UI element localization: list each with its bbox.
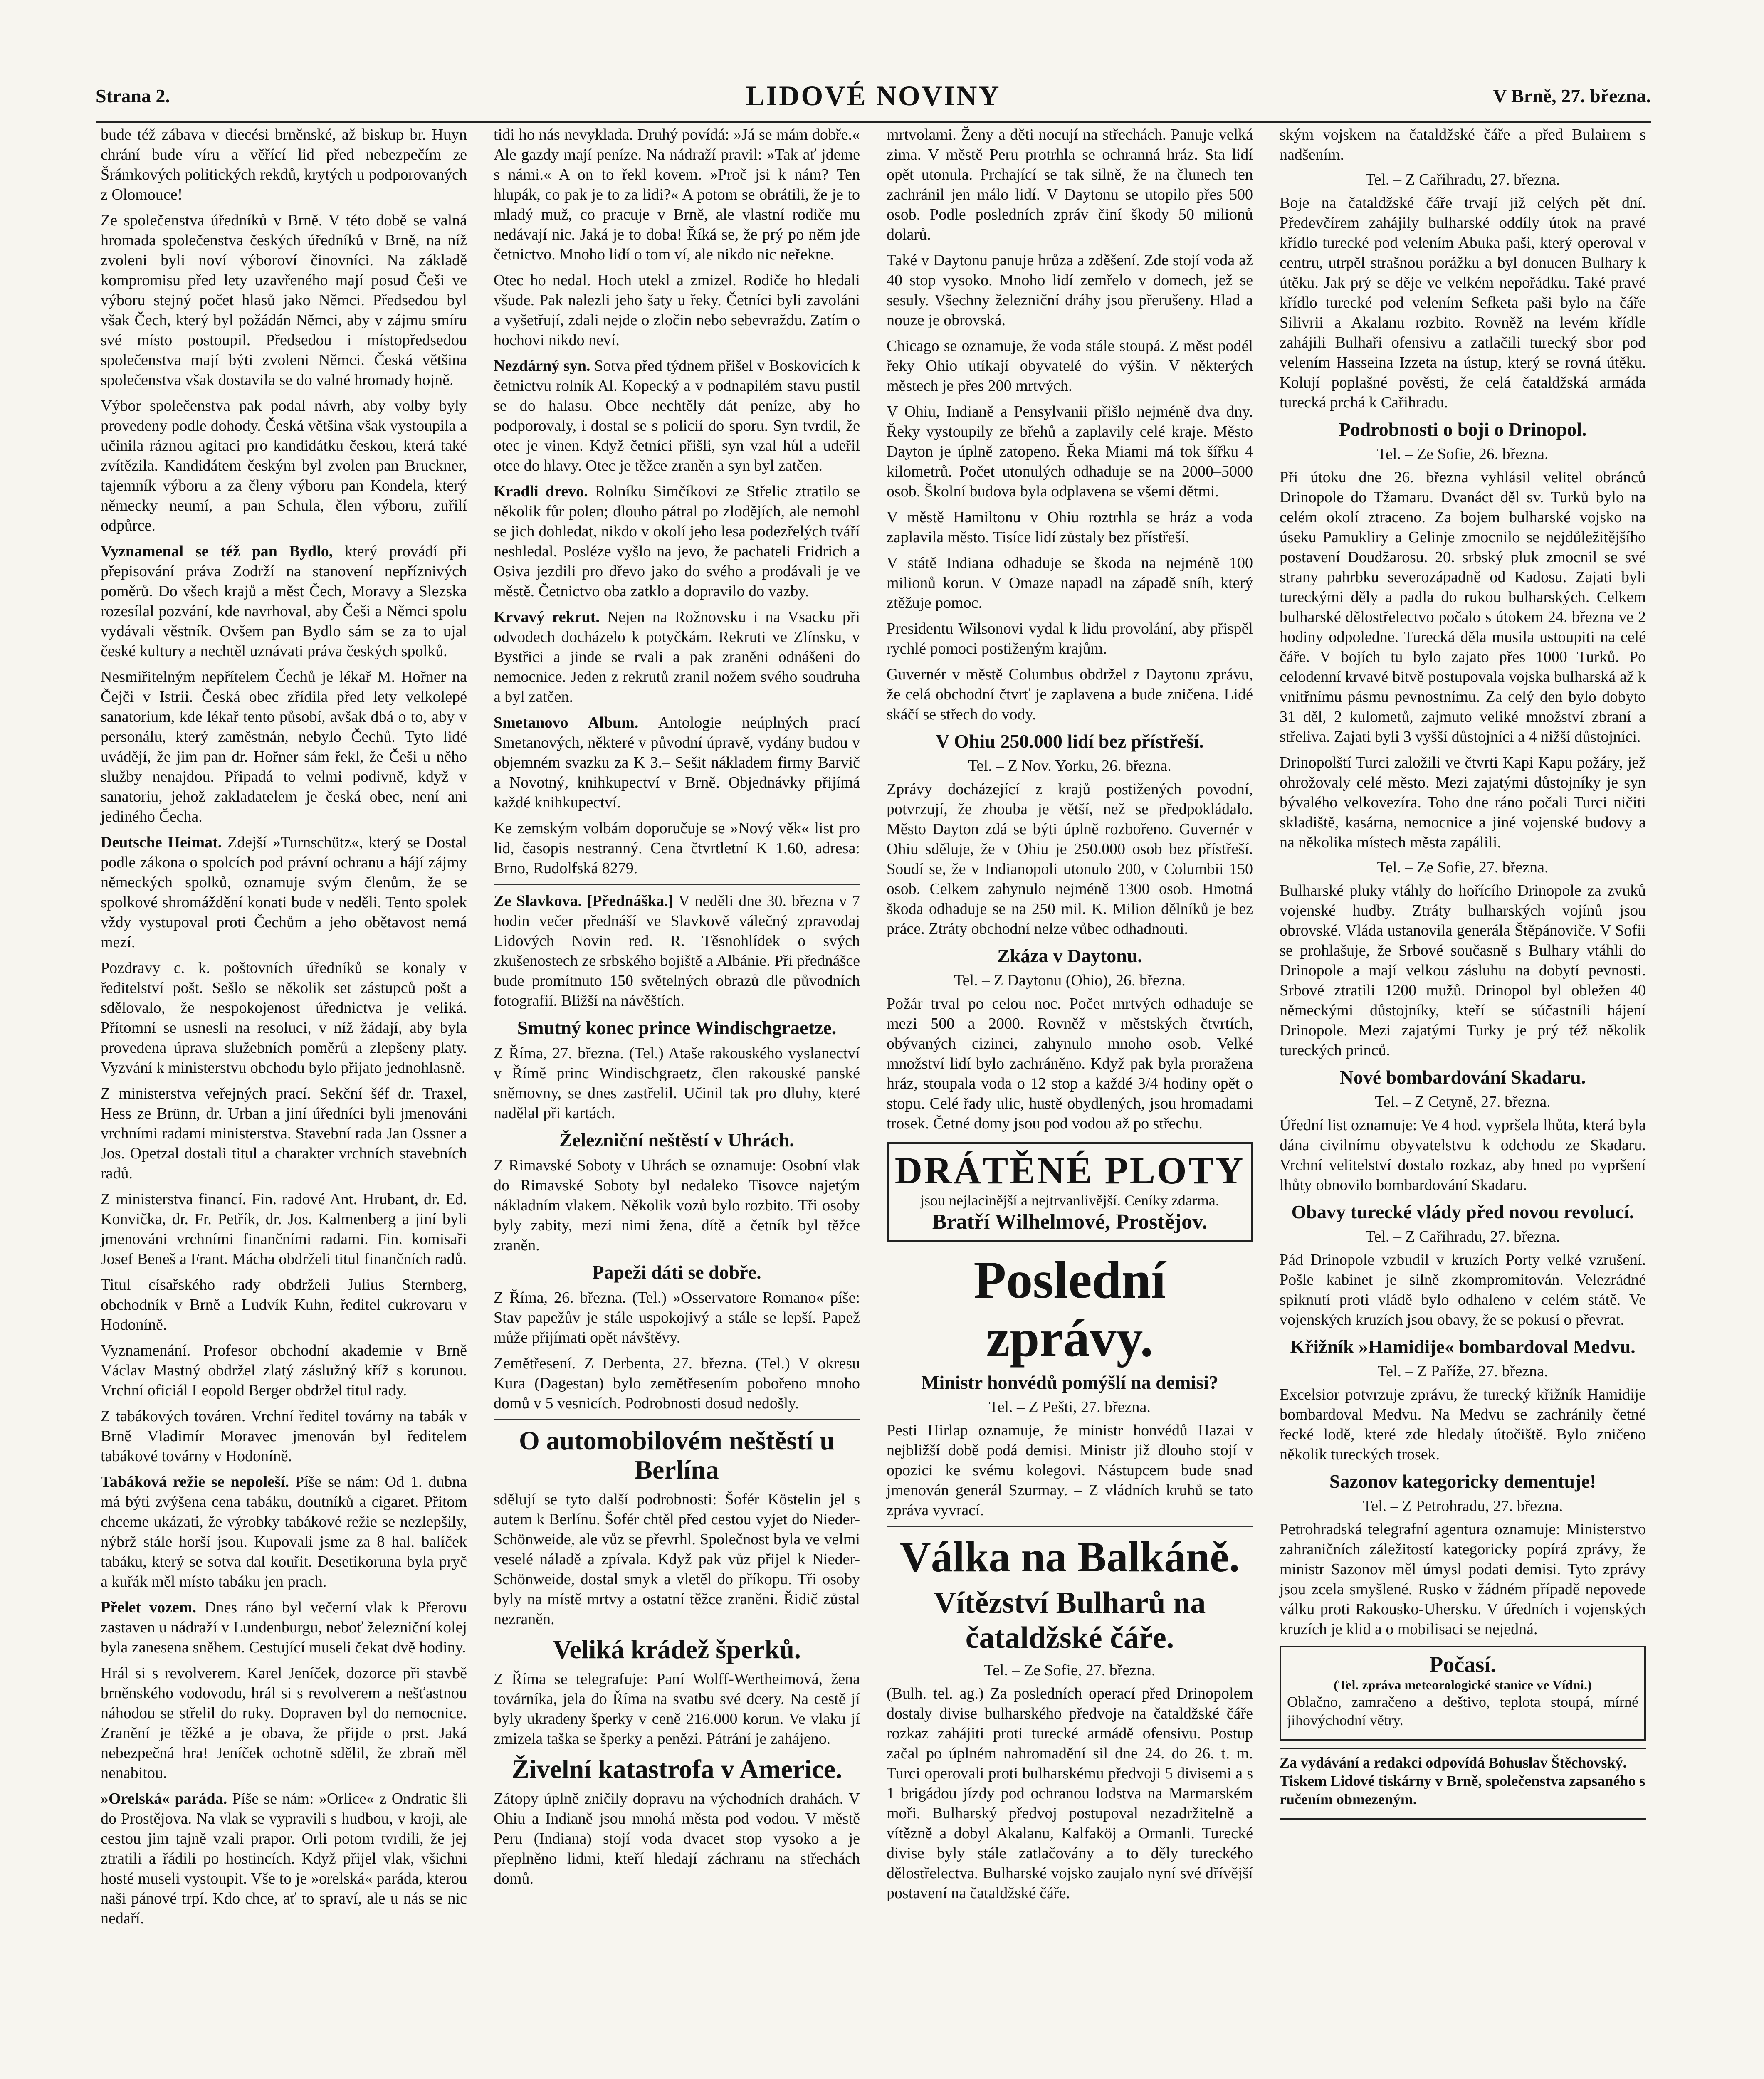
section-title: Poslední zprávy. — [973, 1250, 1166, 1368]
article-paragraph: ským vojskem na čataldžské čáře a před Bulairem s nadšením. — [1280, 126, 1646, 163]
article-heading: Ministr honvédů pomýšlí na demisi? — [921, 1372, 1218, 1393]
article-paragraph: V Ohiu, Indianě a Pensylvanii přišlo nejméně dva dny. Řeky vystoupily ze břehů a zaplavily celé kraje. Město Dayton je úplně zatopeno. Řeka Miami má tok šířku 4 kilometrů. Počet utonulých odhaduje se na 2000–5000 osob. Školní budova byla odplavena se všemi dětmi. — [887, 403, 1253, 500]
column-2 — [489, 125, 865, 2079]
paragraph-lead: Kradli drevo. — [494, 483, 588, 500]
article-paragraph: Otec ho nedal. Hoch utekl a zmizel. Rodiče ho hledali všude. Pak nalezli jeho šaty u řeky. Četníci byli zavoláni a vyšetřují, zdali nejde o zločin nebo sebevraždu. Zatím o hochovi nikdo neví. — [494, 272, 860, 349]
article-paragraph: Presidentu Wilsonovi vydal k lidu provolání, aby přispěl rychlé pomoci postiženým krajům. — [887, 620, 1253, 657]
paragraph-lead: Vyznamenal se též pan Bydlo, — [101, 543, 333, 560]
article-paragraph: Bulharské pluky vtáhly do hořícího Drinopole za zvuků vojenské hudby. Ztráty bulharských vojínů jsou obrovské. Vláda ustanovila generála Štěpánoviče. V Sofii se prohlašuje, že Srbové současně s Bulhary vtáhli do Drinopole a mají velkou zásluhu na dobytí pevnosti. Srbové ztratili 1200 mužů. Drinopol byl obležen 40 německými důstojníky, kteří se súčastnili hájení Drinopole. Mezi zajatými Turky je prý též několik tureckých princů. — [1280, 882, 1646, 1059]
dateline: Tel. – Z Cařihradu, 27. března. — [1366, 171, 1560, 188]
article-paragraph: Titul císařského rady obdrželi Julius Sternberg, obchodník v Brně a Ludvík Kuhn, ředitel cukrovaru v Hodoníně. — [101, 1276, 467, 1333]
article-paragraph: Zemětřesení. Z Derbenta, 27. března. (Tel.) V okresu Kura (Dagestan) bylo zemětřesením pobořeno mnoho domů v 5 vesnicích. Podrobnosti dosud nedošly. — [494, 1355, 860, 1412]
dateline: Tel. – Ze Sofie, 26. března. — [1377, 445, 1549, 463]
article-heading: Smutný konec prince Windischgraetze. — [517, 1017, 837, 1038]
column-rule — [494, 884, 860, 885]
article-paragraph: V městě Hamiltonu v Ohiu roztrhla se hráz a voda zaplavila město. Tisíce lidí zůstaly bez přístřeší. — [887, 509, 1253, 546]
article-paragraph: Požár trval po celou noc. Počet mrtvých odhaduje se mezi 500 a 2000. Rovněž v městských čtvrtích, obývaných cizinci, zahynulo mnoho osob. Velké množství lidí bylo zachráněno. Když pak byla proražena hráz, stoupala voda o 12 stop a každé 3/4 hodiny opět o stopu. Celé řady ulic, hustě obydlených, jsou hromadami trosek. Četné domy jsou pod vodou až po střechu. — [887, 995, 1253, 1132]
article-paragraph: Z Říma se telegrafuje: Paní Wolff-Wertheimová, žena továrníka, jela do Říma na svatbu své dcery. Na cestě jí byly ukradeny šperky v ceně 216.000 korun. Ve vlaku jí zmizela taška se šperky a penězi. Pátrání je zahájeno. — [494, 1670, 860, 1748]
article-paragraph: mrtvolami. Ženy a děti nocují na střechách. Panuje velká zima. V městě Peru protrhla se ochranná hráz. Sta lidí opět utonula. Prchající se tak silně, že na člunech ten zachránil jen málo lidí. V Daytonu se utopilo přes 500 osob. Podle posledních zpráv činí škody 50 milionů dolarů. — [887, 126, 1253, 243]
article-paragraph: Úřední list oznamuje: Ve 4 hod. vypršela lhůta, která byla dána civilnímu obyvatelstvu k odchodu ze Skadaru. Vrchní velitelství dostalo rozkaz, aby hned po vypršení lhůty obnovilo bombardování Skadaru. — [1280, 1116, 1646, 1194]
dateline: Tel. – Z Cetyně, 27. března. — [1375, 1093, 1551, 1111]
article-paragraph: Vyznamenání. Profesor obchodní akademie v Brně Václav Mastný obdržel zlatý záslužný kříž s korunou. Vrchní oficiál Leopold Berger obdržel titul rady. — [101, 1342, 467, 1399]
column-1 — [96, 125, 472, 2079]
article-paragraph: Z ministerstva veřejných prací. Sekční šéf dr. Traxel, Hess ze Brünn, dr. Urban a jiní úředníci byli jmenováni vrchními radami ministerstva. Stavební rada Jan Ossner a Jos. Opetzal dostali titul a charakter vrchních stavebních radů. — [101, 1085, 467, 1182]
section-title: Válka na Balkáně. — [899, 1533, 1240, 1581]
article-paragraph: Ke zemským volbám doporučuje se »Nový věk« list pro lid, časopis nestranný. Cena čtvrtletní K 1.60, adresa: Brno, Rudolfská 8279. — [494, 820, 860, 877]
paragraph-body: Zdejší »Turnschütz«, který se Dostal podle zákona o spolcích pod právní ochranu a hájí zájmy německých spolků, oznamuje svým členům, že se spolkové shromáždění konati bude v neděli. Tento spolek vždy vystupoval proti Čechům a jeho obětavost nemá mezí. — [101, 834, 467, 951]
imprint-box — [1280, 1748, 1646, 1820]
dateline: Tel. – Ze Sofie, 27. března. — [1377, 859, 1549, 876]
article-paragraph: Guvernér v městě Columbus obdržel z Daytonu zprávu, že celá obchodní čtvrť je zaplavena a bude zničena. Lidé skáčí se střech do vody. — [887, 666, 1253, 723]
issue-date: V Brně, 27. března. — [1493, 85, 1651, 106]
article-paragraph: Zprávy docházející z krajů postižených povodní, potvrzují, že zhouba je větší, než se předpokládalo. Město Dayton zdá se býti úplně rozbořeno. Guvernér v Ohiu sděluje, že v Ohiu je 250.000 osob bez přístřeší. Soudí se, že v Indianopoli utonulo 200, v Columbii 150 osob. Celkem zahynulo nejméně 1300 osob. Hmotná škoda odhaduje se na 250 mil. K. Milion dělníků je bez práce. Ztráty obchodní nelze vůbec odhadnouti. — [887, 780, 1253, 938]
paragraph-lead: »Orelská« paráda. — [101, 1790, 227, 1807]
article-paragraph: Zátopy úplně zničily dopravu na východních drahách. V Ohiu a Indianě jsou mnohá města pod vodou. V městě Peru (Indiana) stojí voda dvacet stop vysoko a je přeplněno lidmi, kteří hledají záchranu na střechách domů. — [494, 1790, 860, 1887]
paragraph-body: Sotva před týdnem přišel v Boskovicích k četnictvu rolník Al. Kopecký a v podnapilém stavu pustil se do halasu. Obce nechtěly dát peníze, aby ho podporovaly, i dostal se s policií do sporu. Syn tvrdil, že otec je vinen. Když četníci přišli, syn vzal hůl a udeřil otce do hlavy. Otec je těžce zraněn a syn byl zatčen. — [494, 357, 860, 474]
paragraph-lead: Tabáková režie se nepoleší. — [101, 1473, 289, 1491]
article-paragraph: sdělují se tyto další podrobnosti: Šofér Köstelin jel s autem k Berlínu. Šofér chtěl před cestou vyjet do Nieder-Schönweide, ale vůz se převrhl. Společnost byla ve velmi veselé náladě a zpívala. Když pak vůz přijel k Nieder-Schönweide, dostal smyk a vletěl do příkopu. Tři osoby byly na místě mrtvy a ostatní těžce zraněni. Řidič zůstal nezraněn. — [494, 1491, 860, 1628]
text-columns — [96, 125, 1651, 2079]
paragraph-body: Píše se nám: »Orlice« z Ondratic šli do Prostějova. Na vlak se vypravili s hudbou, v kroji, ale cestou jim tajně vzali prapor. Orli potom tvrdili, že jej ztratili a řádili po hostincích. Když přijel vlak, všichni hosté museli vystoupit. Vše to je »orelská« paráda, kterou naši pánové trpí. Kdo chce, ať to spraví, ale u nás se nic nedaří. — [101, 1790, 467, 1927]
paragraph-body: Píše se nám: Od 1. dubna má býti zvýšena cena tabáku, doutníků a cigaret. Přitom chceme ukázati, že výrobky tabákové režie se nezlepšily, nýbrž stále horší jsou. Kupovali jsme za 8 hal. balíček tabáku, který se sotva dal kouřit. Desetikoruna byla pryč a kuřák měl místo tabáku jen prach. — [101, 1473, 467, 1590]
article-heading: Živelní katastrofa v Americe. — [511, 1754, 842, 1784]
paragraph-body: který provádí při přepisování práva Zodrží na stanovení nepříznivých poměrů. Do všech krajů a měst Čech, Moravy a Slezska rozesílal pozvání, kde navrhoval, aby Češi a Němci spolu vydávali věstník. Ovšem pan Bydlo sám se za to ujal české kultury a nechtěl uznávati práva českých spolků. — [101, 543, 467, 660]
article-paragraph: Z Říma, 27. března. (Tel.) Ataše rakouského vyslanectví v Římě princ Windischgraetz, člen rakouské panské sněmovny, se dnes zastřelil. Učinil tak pro dluhy, které nadělal při kartách. — [494, 1044, 860, 1122]
article-paragraph — [101, 1472, 467, 1592]
imprint-text: Za vydávání a redakci odpovídá Bohuslav Štěchovský. Tiskem Lidové tiskárny v Brně, společenstva zapsaného s ručením obmezeným. — [1280, 1754, 1645, 1807]
article-paragraph — [101, 832, 467, 952]
article-paragraph — [101, 1789, 467, 1928]
article-heading: Obavy turecké vlády před novou revolucí. — [1291, 1201, 1634, 1222]
article-paragraph — [494, 607, 860, 707]
ad-title: DRÁTĚNÉ PLOTY — [894, 1149, 1245, 1192]
article-paragraph: V státě Indiana odhaduje se škoda na nejméně 100 milionů korun. V Omaze napadl na západě sníh, který ztěžuje pomoc. — [887, 554, 1253, 612]
article-heading: Vítězství Bulharů na čataldžské čáře. — [934, 1586, 1206, 1655]
paragraph-lead: Ze Slavkova. [Přednáška.] — [494, 892, 674, 910]
article-paragraph — [494, 356, 860, 476]
article-heading: Sazonov kategoricky dementuje! — [1329, 1471, 1596, 1492]
weather-title: Počasí. — [1429, 1652, 1496, 1677]
weather-text: Oblačno, zamračeno a deštivo, teplota stoupá, mírné jihovýchodní větry. — [1287, 1694, 1638, 1728]
article-heading: V Ohiu 250.000 lidí bez přístřeší. — [936, 731, 1204, 752]
article-heading: Papeži dáti se dobře. — [592, 1262, 761, 1283]
article-heading: Železniční neštěstí v Uhrách. — [559, 1129, 794, 1151]
article-paragraph — [494, 891, 860, 1011]
article-heading: Podrobnosti o boji o Drinopol. — [1339, 419, 1587, 440]
masthead-title: LIDOVÉ NOVINY — [746, 79, 1001, 111]
page-header — [96, 71, 1651, 123]
article-paragraph: Drinopolští Turci založili ve čtvrti Kapi Kapu požáry, jež ohrožovaly celé město. Mezi zajatými důstojníky je syn bývalého velkovezíra. Toho dne ráno počali Turci ničiti skladiště, kasárna, nemocnice a jiné vojenské budovy a na několika místech města zapálili. — [1280, 754, 1646, 851]
ad-firm: Bratří Wilhelmové, Prostějov. — [932, 1210, 1208, 1234]
article-paragraph: Pád Drinopole vzbudil v kruzích Porty velké vzrušení. Pošle kabinet je silně zkompromitován. Velezrádné spiknutí proti vládě bylo odhaleno v celém státě. Ve vojenských kruzích jsou obavy, že se pokusí o převrat. — [1280, 1251, 1646, 1328]
article-paragraph — [101, 1598, 467, 1657]
article-paragraph: bude též zábava v diecési brněnské, až biskup br. Huyn chrání bude víru a věřící lid před nebezpečím ze Šrámkových politických rekdů, krytých u podporovaných z Olomouce! — [101, 126, 467, 203]
article-heading: O automobilovém neštěstí u Berlína — [519, 1426, 835, 1484]
article-paragraph — [101, 541, 467, 661]
article-heading: Veliká krádež šperků. — [553, 1635, 801, 1664]
paragraph-lead: Deutsche Heimat. — [101, 834, 222, 851]
column-rule — [494, 1419, 860, 1420]
dateline: Tel. – Z Cařihradu, 27. března. — [1366, 1228, 1560, 1245]
article-paragraph: Excelsior potvrzuje zprávu, že turecký křižník Hamidije bombardoval Medvu. Na Medvu se zachránily četné řecké lodě, které zde hledaly útočiště. Bylo zničeno několik tureckých trosek. — [1280, 1386, 1646, 1463]
article-paragraph: (Bulh. tel. ag.) Za posledních operací před Drinopolem dostaly divise bulharského předvoje na čataldžské čáře rozkaz zahájiti proti turecké armádě ofensivu. Postup začal po úplném nahromadění sil dne 24. do 26. t. m. Turci operovali proti bulharskému předvoji 5 divisemi a s 1 brigádou jízdy pod ochranou lodstva na Marmarském moři. Bulharský předvoj postupoval nezadržitelně a vítězně a dobyl Akalanu, Kalfaköj a Ormanli. Turecké divise byly stále zatlačovány a to děly tureckého dělostřelectva. Bulharské vojsko zaujalo nyní své dřívější postavení na čataldžské čáře. — [887, 1685, 1253, 1902]
paragraph-body: Dnes ráno byl večerní vlak k Přerovu zastaven u nádraží v Lundenburgu, neboť železniční kolej byla zanesena sněhem. Cestující museli čekat dvě hodiny. — [101, 1599, 467, 1656]
paragraph-lead: Nezdárný syn. — [494, 357, 590, 375]
article-paragraph: Boje na čataldžské čáře trvají již celých pět dní. Předevčírem zahájily bulharské oddíly útok na pravé křídlo turecké pod velením Abuka paši, který operoval v centru, utrpěl strašnou porážku a byl donucen Bulhary k útěku. Jak prý se děje ve velkém nepořádku. Také pravé křídlo turecké pod velením Sefketa paši bylo na čáře Silivrii a Akalanu rozbito. Rovněž na levém křídle zahájili Bulhaři ofensivu a zatlačili turecký sbor pod velením Hasseina Izzeta na ústup, který se rovná útěku. Kolují poplašné pověsti, že celá čataldžská armáda turecká prchá k Cařihradu. — [1280, 194, 1646, 411]
article-paragraph: Z tabákových továren. Vrchní ředitel továrny na tabák v Brně Vladimír Moravec jmenován byl ředitelem tabákové továrny v Hodoníně. — [101, 1407, 467, 1465]
advertisement-box — [887, 1142, 1253, 1242]
article-paragraph: Z ministerstva financí. Fin. radové Ant. Hrubant, dr. Ed. Konvička, dr. Fr. Petřík, dr. Jos. Kalmenberg a jiní byli jmenováni vrchními finančními radami. Fin. komisaři Josef Beneš a Frant. Mácha obdrželi titul finančních radů. — [101, 1190, 467, 1268]
article-heading: Nové bombardování Skadaru. — [1339, 1067, 1586, 1088]
article-heading: Zkáza v Daytonu. — [997, 945, 1142, 966]
page-number: Strana 2. — [96, 85, 170, 106]
article-paragraph: Také v Daytonu panuje hrůza a zděšení. Zde stojí voda až 40 stop vysoko. Mnoho lidí zemřelo v domech, jež se sesuly. Všechny železniční dráhy jsou přerušeny. Hlad a nouze je obrovská. — [887, 252, 1253, 329]
article-paragraph: Chicago se oznamuje, že voda stále stoupá. Z měst podél řeky Ohio utíkají obyvatelé do výšin. V některých městech je přes 200 mrtvých. — [887, 337, 1253, 395]
dateline: Tel. – Z Pešti, 27. března. — [989, 1398, 1151, 1416]
article-paragraph: Z Říma, 26. března. (Tel.) »Osservatore Romano« píše: Stav papežův je stále uspokojivý a stále se lepší. Papež může přijímati opět návštěvy. — [494, 1289, 860, 1346]
article-paragraph: Výbor společenstva pak podal návrh, aby volby byly provedeny podle dohody. Česká většina však vystoupila a učinila ráznou agitaci pro kandidátku českou, která také zvítězila. Kandidátem českým byl zvolen pan Bruckner, tajemník výboru a za členy výboru pan Kondela, který německy neumí, a pan Schula, člen výboru, zuřilí odpůrce. — [101, 397, 467, 534]
article-heading: Křižník »Hamidije« bombardoval Medvu. — [1290, 1336, 1636, 1357]
article-paragraph: Z Rimavské Soboty v Uhrách se oznamuje: Osobní vlak do Rimavské Soboty byl nedaleko Tisovce najetým nákladním vlakem. Několik vozů bylo rozbito. Tři osoby byly zabity, mezi nimi žena, dítě a četník byl těžce zraněn. — [494, 1157, 860, 1254]
column-rule — [887, 1526, 1253, 1527]
column-3 — [882, 125, 1258, 2079]
dateline: Tel. – Z Daytonu (Ohio), 26. března. — [954, 972, 1186, 989]
paragraph-body: V neděli dne 30. března v 7 hodin večer přednáší ve Slavkově válečný zpravodaj Lidových Novin red. R. Těsnohlídek o svých zkušenostech ze srbského bojiště a Albánie. Při přednášce bude promítnuto 150 světelných obrazů dle původních fotografií. Bližší na návěštích. — [494, 892, 860, 1010]
paragraph-lead: Krvavý rekrut. — [494, 608, 600, 626]
article-paragraph: tidi ho nás nevyklada. Druhý povídá: »Já se mám dobře.« Ale gazdy mají peníze. Na nádraží pravil: »Tak ať jdeme s námi.« A on to řekl kovem. »Proč jsi k nám? Ten hlupák, co pak je to za lidi?« A potom se obrátili, že je to mladý muž, co pracuje v Brně, ale vlastní rodiče mu nedávají nic. Jaká je to doba! Říká se, že prý po něm jde četnictvo. Mnoho lidí o tom ví, ale nikdo nic neřekne. — [494, 126, 860, 263]
ad-subtitle: jsou nejlacinější a nejtrvanlivější. Ceníky zdarma. — [920, 1192, 1219, 1209]
paragraph-body: Antologie neúplných prací Smetanových, některé v původní úpravě, vydány budou v objemném svazku za K 3.– Sešit nákladem firmy Barvič a Novotný, knihkupectví v Brně. Objednávky přijímá každé knihkupectví. — [494, 714, 860, 811]
dateline: Tel. – Z Paříže, 27. března. — [1377, 1363, 1548, 1380]
article-paragraph: Při útoku dne 26. března vyhlásil velitel obránců Drinopole do Tžamaru. Dvanáct děl sv. Turků bylo na celém okolí ztraceno. Za bojem bulharské vojsko na úseku Pamukliry a Gelinje zmocnilo se nejdůležitějšího postavení Doudžarosu. 20. srbský pluk zmocnil se své strany pahrbku severozápadně od Kadosu. Zajati byli tureckými děly a padla do rukou bulharských. Celkem bulharské dělostřelectvo počalo s útokem 24. března ve 2 hodiny odpoledne. Turecká děla musila ustoupiti na celé čáře. V bojích tu bylo zajato přes 1000 Turků. Po celodenní krvavé bitvě postupovala vojska bulharská až k vnitřnímu pásmu pevnostnímu. Za celý den bylo dobyto 31 děl, 2 kulometů, zajmuto veliké množství zbraní a střeliva. Zajati byli 3 vyšší důstojníci a 4 nižší důstojníci. — [1280, 469, 1646, 746]
article-paragraph: Hrál si s revolverem. Karel Jeníček, dozorce při stavbě brněnského vodovodu, hrál si s revolverem a nešťastnou náhodou se střelil do ruky. Dopraven byl do nemocnice. Zranění je těžké a je obava, že přijde o prst. Jaká nebezpečná hra! Jeníček ochotně sdělil, že zbraň měl nenabitou. — [101, 1664, 467, 1782]
dateline: Tel. – Ze Sofie, 27. března. — [984, 1662, 1156, 1679]
article-paragraph — [494, 713, 860, 812]
article-paragraph: Pesti Hirlap oznamuje, že ministr honvédů Hazai v nejbližší době podá demisi. Ministr již dlouho stojí v opozici ke svému kolegovi. Nástupcem bude snad jmenován generál Szurmay. – Z vládních kruhů se tato zpráva vyvrací. — [887, 1422, 1253, 1519]
article-paragraph — [494, 481, 860, 601]
weather-source: (Tel. zpráva meteorologické stanice ve Vídni.) — [1334, 1677, 1592, 1692]
article-paragraph: Nesmiřitelným nepřítelem Čechů je lékař M. Hořner na Čejči v Istrii. Česká obec zřídila před lety velkolepé sanatorium, kde lékař tento působí, avšak dbá o to, aby v personálu, který zaměstnán, nebylo Čechů. Tyto lidé uvádějí, že jim pan dr. Hořner sám řekl, že Češi u něho služby nenajdou. Připadá to velmi podivně, když v sanatoriu, jehož zakladatelem je česká obec, není ani jediného Čecha. — [101, 668, 467, 825]
paragraph-body: Rolníku Simčíkovi ze Střelic ztratilo se několik fůr polen; dlouho pátral po zlodějích, ale nemohl se jich dohledat, nikdo v okolí jeho lesa podezřelých tváří neshledal. Posléze vyšlo na jevo, že pachateli Fridrich a Osiva jezdili pro dřevo jako do svého a prodávali je ve městě. Četnictvo oba zatklo a dopravilo do vazby. — [494, 483, 860, 600]
article-paragraph: Pozdravy c. k. poštovních úředníků se konaly v ředitelství pošt. Sešlo se několik set zástupců pošt a sdělovalo, že nespokojenost úřednictva je veliká. Přítomní se usnesli na resoluci, v níž žádají, aby byla provedena úprava služebních poměrů a zlepšeny platy. Vyzvání k ministerstvu obchodu bylo přijato jednohlasně. — [101, 959, 467, 1077]
weather-box — [1280, 1646, 1646, 1741]
paragraph-body: Nejen na Rožnovsku i na Vsacku při odvodech docházelo k potyčkám. Rekruti ve Zlínsku, v Bystřici a jinde se rvali a pak zraněni odnášeni do nemocnice. Jeden z rekrutů zranil nožem svého soudruha a byl zatčen. — [494, 608, 860, 706]
column-4 — [1275, 125, 1651, 2079]
dateline: Tel. – Z Petrohradu, 27. března. — [1362, 1497, 1563, 1515]
paragraph-lead: Smetanovo Album. — [494, 714, 639, 731]
paragraph-lead: Přelet vozem. — [101, 1599, 196, 1616]
article-paragraph: Petrohradská telegrafní agentura oznamuje: Ministerstvo zahraničních záležitostí kategoricky popírá zprávy, že ministr Sazonov měl úmysl podati demisi. Tyto zprávy jsou zcela smyšlené. Rusko v žádném případě nepovede válku proti Rakousko-Uhersku. V úředních i vojenských kruzích je klid a o mobilisaci se nejedná. — [1280, 1521, 1646, 1638]
dateline: Tel. – Z Nov. Yorku, 26. března. — [968, 757, 1171, 775]
article-paragraph: Ze společenstva úředníků v Brně. V této době se valná hromada společenstva českých úředníků v Brně, na níž zvoleni byli noví výboroví činovníci. Na základě kompromisu před lety uzavřeného mají posud Češi ve výboru stejný počet hlasů jako Němci. Předsedou byl však Čech, který byl požádán Němci, aby v zájmu smíru své místo postoupil. Předsedou i místopředsedou společenstva mají býti zvoleni Němci. Česká většina společenstva však dostavila se do valné hromady hojně. — [101, 212, 467, 389]
